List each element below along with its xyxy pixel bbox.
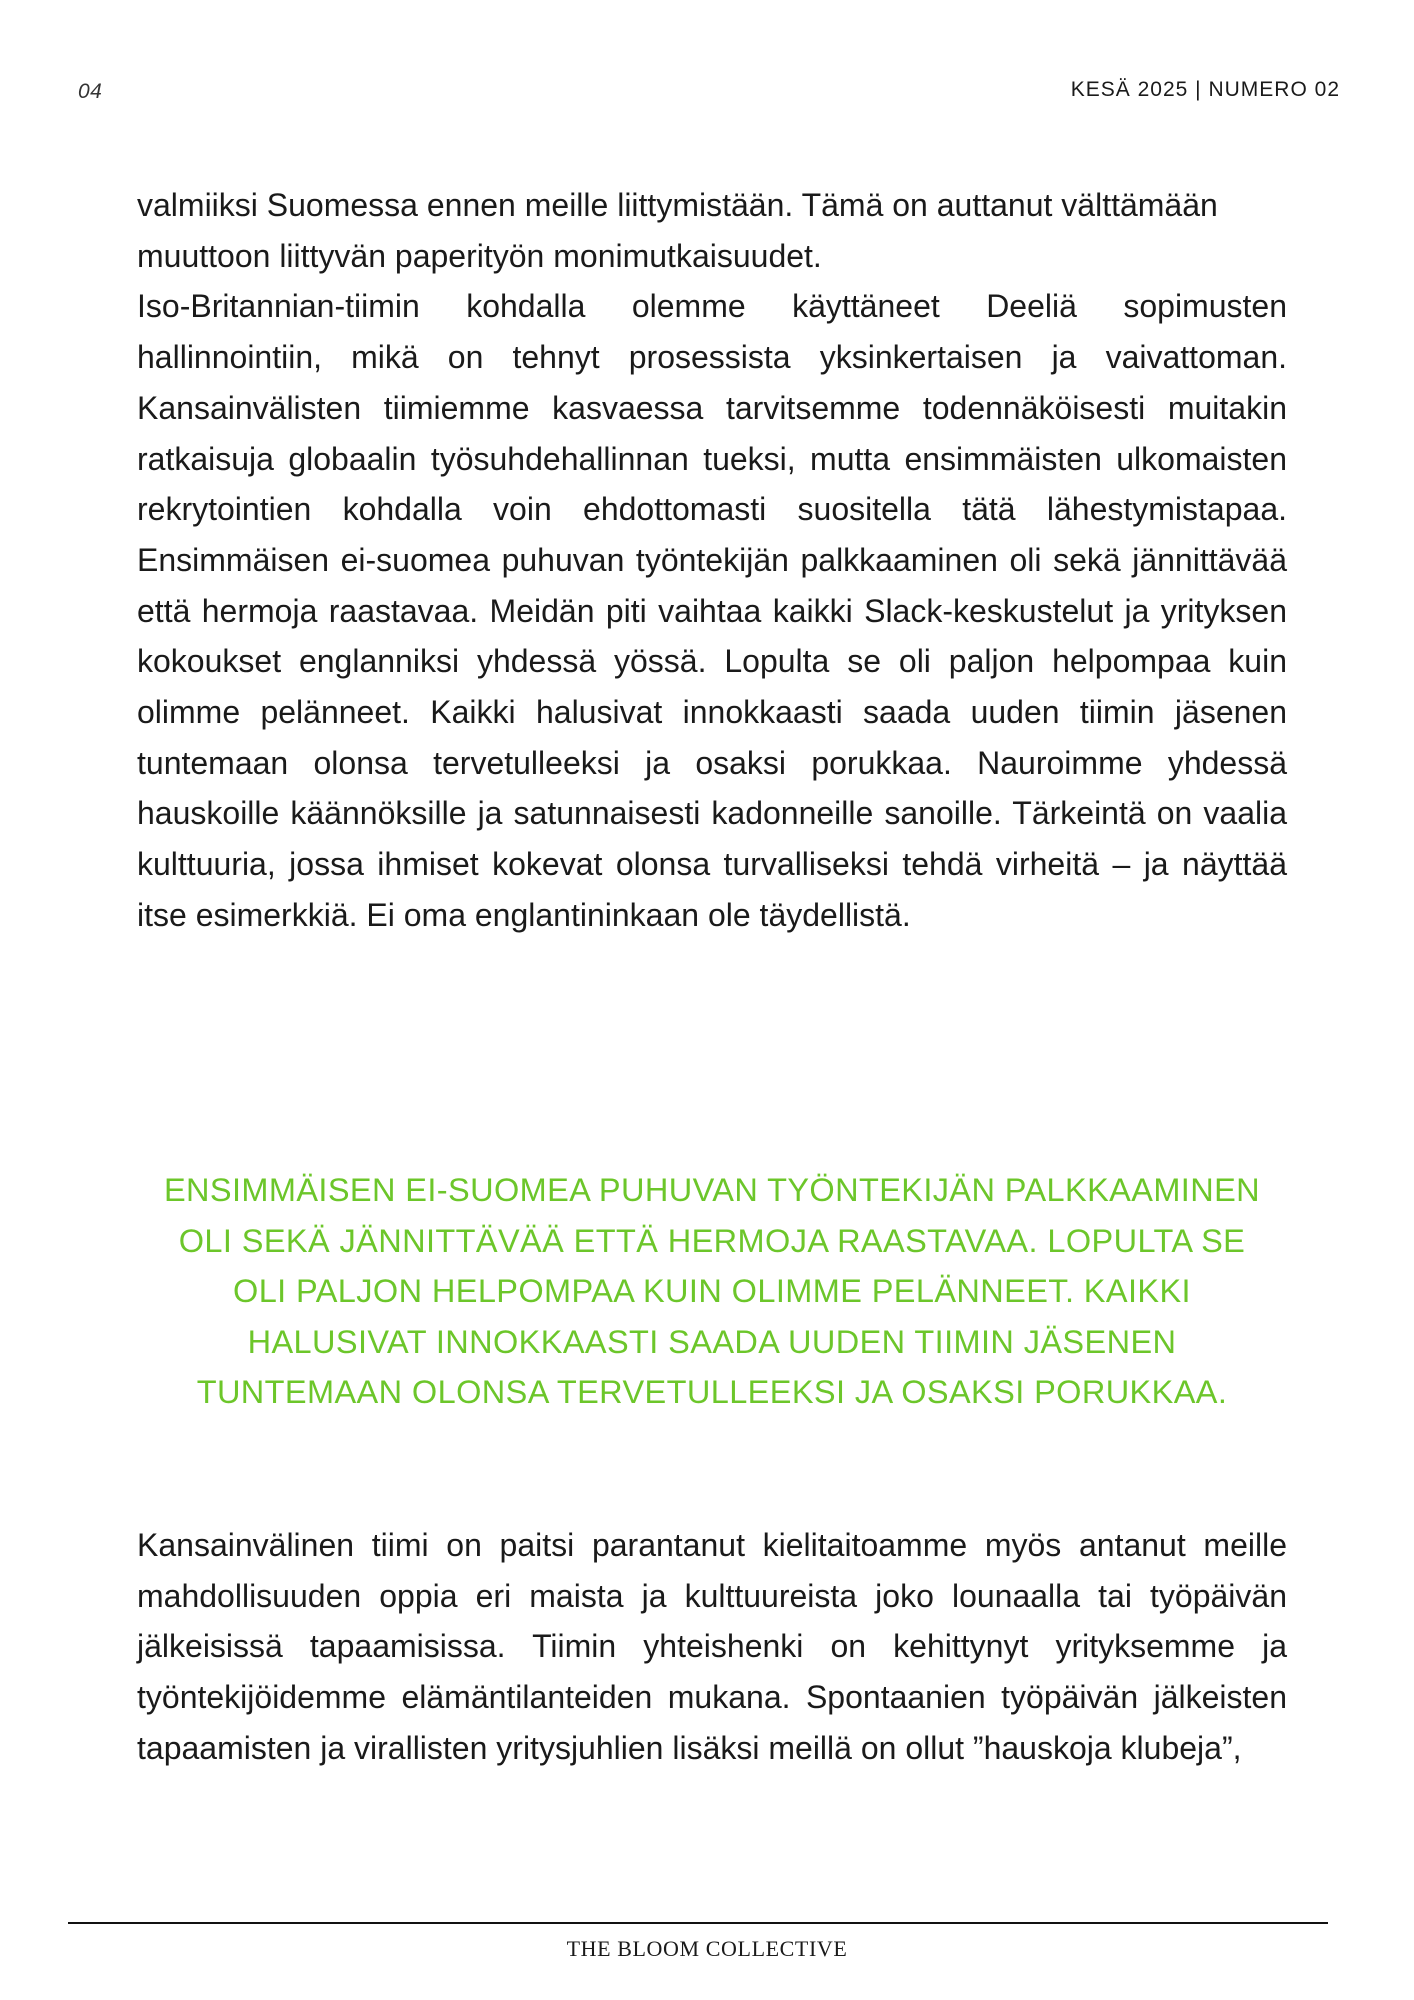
article-paragraph-lead: valmiiksi Suomessa ennen meille liittymistään. Tämä on auttanut välttämään muuttoon liittyvän paperityön monimutkaisuudet. (137, 187, 1218, 274)
footer-brand: THE BLOOM COLLECTIVE (566, 1936, 848, 1961)
article-paragraph-1 (137, 180, 1287, 941)
page-number: 04 (78, 80, 103, 103)
article-paragraph-2: Kansainvälinen tiimi on paitsi parantanut kielitaitoamme myös antanut meille mahdollisuuden oppia eri maista ja kulttuureista joko lounaalla tai työpäivän jälkeisissä tapaamisissa. Tiimin yhteishenki on kehittynyt yrityksemme ja työntekijöidemme elämäntilanteiden mukana. Spontaanien työpäivän jälkeisten tapaamisten ja virallisten yritysjuhlien lisäksi meillä on ollut ”hauskoja klubeja”, (137, 1527, 1287, 1766)
pull-quote: ENSIMMÄISEN EI-SUOMEA PUHUVAN TYÖNTEKIJÄN PALKKAAMINEN OLI SEKÄ JÄNNITTÄVÄÄ ETTÄ HERMOJA RAASTAVAA. LOPULTA SE OLI PALJON HELPOMPAA KUIN OLIMME PELÄNNEET. KAIKKI HALUSIVAT INNOKKAASTI SAADA UUDEN TIIMIN JÄSENEN TUNTEMAAN OLONSA TERVETULLEEKSI JA OSAKSI PORUKKAA. (163, 1172, 1261, 1410)
article-paragraph-body: Iso-Britannian-tiimin kohdalla olemme käyttäneet Deeliä sopimusten hallinnointiin, mikä on tehnyt prosessista yksinkertaisen ja vaivattoman. Kansainvälisten tiimiemme kasvaessa tarvitsemme todennäköisesti muitakin ratkaisuja globaalin työsuhdehallinnan tueksi, mutta ensimmäisten ulkomaisten rekrytointien kohdalla voin ehdottomasti suositella tätä lähestymistapaa. Ensimmäisen ei-suomea puhuvan työntekijän palkkaaminen oli sekä jännittävää että hermoja raastavaa. Meidän piti vaihtaa kaikki Slack-keskustelut ja yrityksen kokoukset englanniksi yhdessä yössä. Lopulta se oli paljon helpompaa kuin olimme pelänneet. Kaikki halusivat innokkaasti saada uuden tiimin jäsenen tuntemaan olonsa tervetulleeksi ja osaksi porukkaa. Nauroimme yhdessä hauskoille käännöksille ja satunnaisesti kadonneille sanoille. Tärkeintä on vaalia kulttuuria, jossa ihmiset kokevat olonsa turvalliseksi tehdä virheitä – ja näyttää itse esimerkkiä. Ei oma englantininkaan ole täydellistä. (137, 288, 1287, 933)
issue-label: KESÄ 2025 | NUMERO 02 (1070, 78, 1340, 101)
footer-divider (68, 1922, 1328, 1924)
